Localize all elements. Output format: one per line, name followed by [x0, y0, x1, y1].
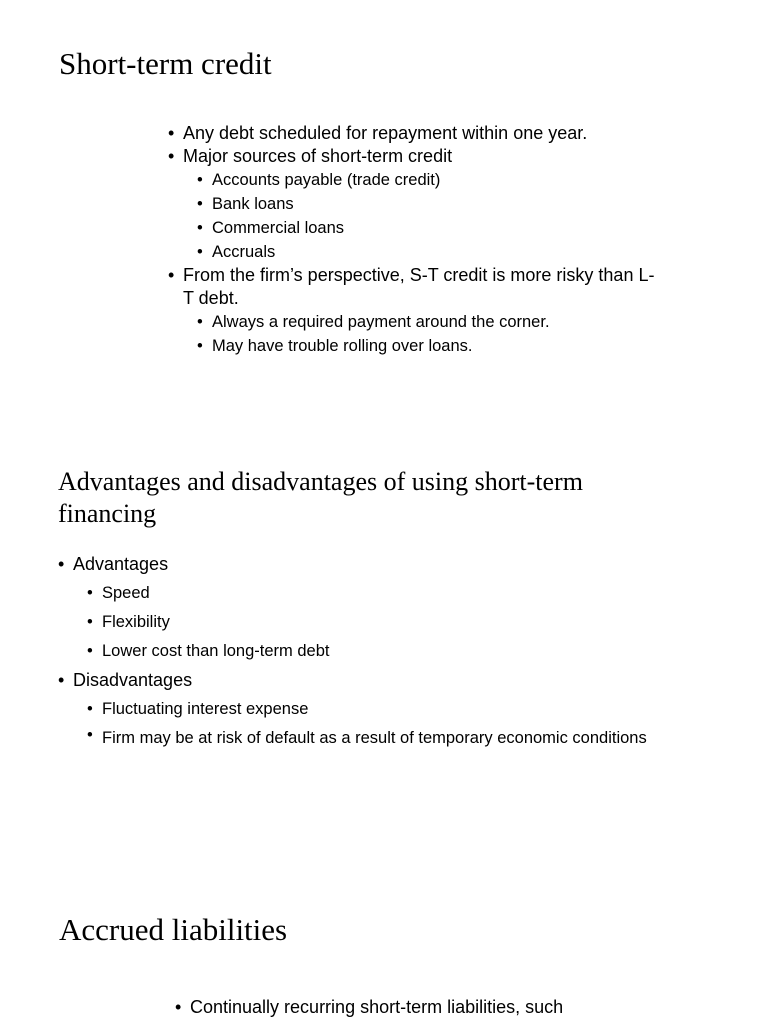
sub-bullet-item: • Commercial loans: [197, 216, 658, 240]
bullet-item: • Advantages: [58, 550, 658, 579]
bullet-item: • Any debt scheduled for repayment within one year.: [168, 122, 658, 145]
bullet-item: • Disadvantages: [58, 666, 658, 695]
sub-bullet-item: • Accounts payable (trade credit): [197, 168, 658, 192]
bullet-item: • Continually recurring short-term liabilities, such: [175, 996, 655, 1019]
sub-bullet-item: • Bank loans: [197, 192, 658, 216]
bullet-list: [175, 996, 655, 1019]
sub-bullet-item: • Fluctuating interest expense: [87, 695, 658, 724]
sub-bullet-item: • Always a required payment around the corner.: [197, 310, 658, 334]
bullet-list: [58, 550, 658, 749]
sub-bullet-item: • Accruals: [197, 240, 658, 264]
bullet-list: [168, 122, 658, 358]
sub-bullet-item: • May have trouble rolling over loans.: [197, 334, 658, 358]
bullet-item: • Major sources of short-term credit: [168, 145, 658, 168]
bullet-item: • From the firm’s perspective, S-T credit is more risky than L-T debt.: [168, 264, 658, 310]
sub-bullet-item: • Lower cost than long-term debt: [87, 637, 658, 666]
slide-title: Advantages and disadvantages of using short-term financing: [58, 467, 583, 528]
sub-bullet-item: • Firm may be at risk of default as a result of temporary economic conditions: [87, 724, 658, 749]
sub-bullet-item: • Flexibility: [87, 608, 658, 637]
slide-title: Short-term credit: [59, 46, 272, 81]
slide-title: Accrued liabilities: [59, 912, 288, 947]
sub-bullet-item: • Speed: [87, 579, 658, 608]
